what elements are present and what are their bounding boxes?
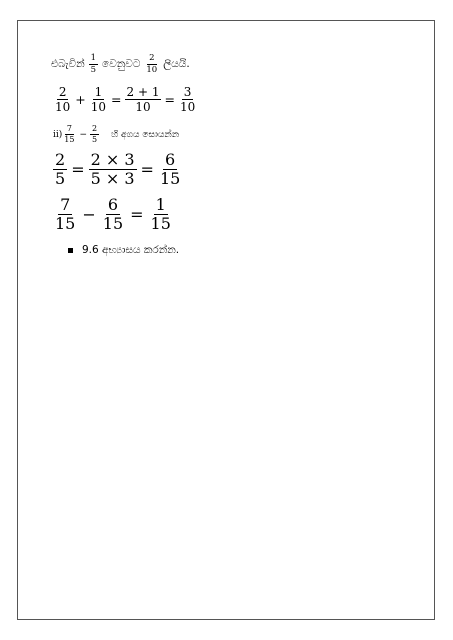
equals-sign: = [71, 160, 85, 179]
equals-sign: = [130, 205, 144, 224]
fraction: $\frac{6}{15}$ [159, 150, 181, 188]
fraction: $\frac{7}{15}$ [64, 124, 75, 144]
equals-sign: = [164, 92, 175, 107]
fraction: $\frac{7}{15}$ [55, 195, 76, 233]
fraction: $\frac{1}{15}$ [150, 195, 171, 233]
exercise-instruction: 9.6 අභ්‍යාසය කරන්න. [82, 244, 180, 256]
question-label: ii) [53, 129, 63, 140]
question-text: හි අගය සොයන්න [111, 129, 180, 140]
fraction-one-fifth: $\frac{1}{5}$ [90, 53, 97, 75]
fraction: $\frac{3}{10}$ [179, 85, 196, 114]
fraction: $\frac{2}{10}$ [55, 85, 71, 114]
sentence-instead-write [51, 54, 190, 74]
bullet-item-exercise [68, 244, 179, 257]
fraction-two-tenths: $\frac{2}{10}$ [146, 53, 158, 75]
minus-sign: − [82, 205, 96, 224]
plus-sign: + [75, 92, 86, 107]
text-therefore: එබැවින් [51, 57, 85, 70]
equation-add-tenths [53, 86, 197, 113]
equation-equivalent-fraction [53, 152, 182, 187]
equals-sign: = [140, 160, 154, 179]
text-writes: ලියයි. [163, 57, 190, 70]
fraction: $\frac{2}{5}$ [92, 124, 98, 144]
minus-sign: − [79, 129, 88, 140]
equation-subtract-fifteenths [53, 197, 173, 232]
fraction: $\frac{2 + 1}{10}$ [126, 85, 160, 114]
text-instead-of: වෙනුවට [102, 57, 141, 70]
fraction: $\frac{2 \times 3}{5 \times 3}$ [90, 150, 135, 188]
fraction: $\frac{6}{15}$ [102, 195, 124, 233]
fraction: $\frac{1}{10}$ [90, 85, 107, 114]
equals-sign: = [111, 92, 122, 107]
square-bullet-icon [68, 248, 73, 253]
question-ii [53, 125, 179, 144]
fraction: $\frac{2}{5}$ [55, 150, 66, 188]
